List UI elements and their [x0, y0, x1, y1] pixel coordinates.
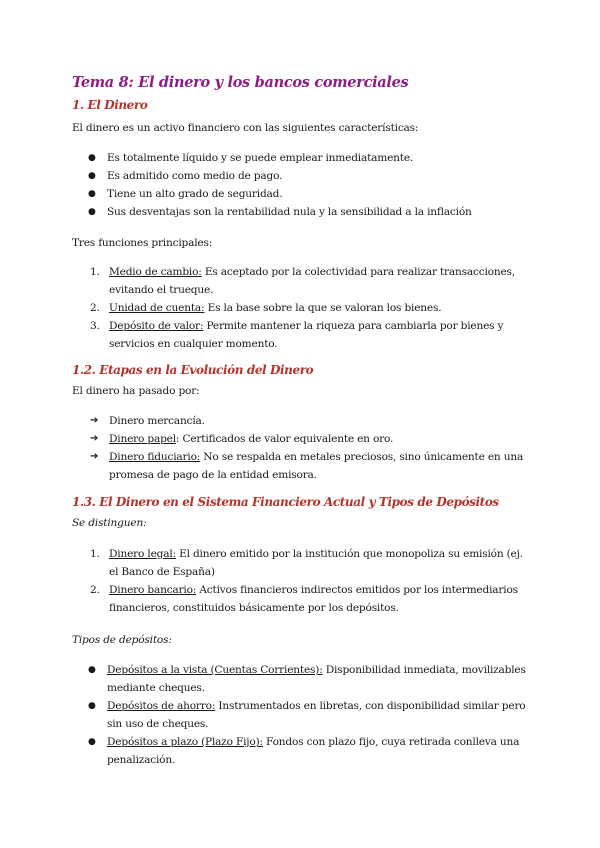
- bullet-icon: ●: [88, 189, 96, 199]
- section-heading-sistema: 1.3. El Dinero en el Sistema Financiero Actual y Tipos de Depósitos: [72, 495, 499, 509]
- term: Depósitos de ahorro:: [107, 700, 216, 712]
- bullet-icon: ●: [88, 737, 96, 747]
- term: Dinero papel: [109, 433, 176, 445]
- list-item: ● Depósitos a plazo (Plazo Fijo): Fondos con plazo fijo, cuya retirada conlleva una penalización.: [72, 733, 532, 769]
- list-item: ● Sus desventajas son la rentabilidad nula y la sensibilidad a la inflación: [72, 203, 532, 221]
- term: Dinero fiduciario:: [109, 451, 201, 463]
- list-item: ● Depósitos a la vista (Cuentas Corrientes): Disponibilidad inmediata, movilizables mediante cheques.: [72, 661, 532, 697]
- list-item: ➔ Dinero papel: Certificados de valor equivalente en oro.: [72, 430, 532, 448]
- bullet-icon: ●: [88, 701, 96, 711]
- deposits-list: [72, 661, 532, 769]
- document-title: Tema 8: El dinero y los bancos comerciales: [72, 74, 409, 91]
- term: Unidad de cuenta:: [109, 302, 205, 314]
- list-item: ● Tiene un alto grado de seguridad.: [72, 185, 532, 203]
- list-item: 1. Dinero legal: El dinero emitido por la institución que monopoliza su emisión (ej. el Banco de España): [90, 548, 523, 578]
- section-heading-dinero: 1. El Dinero: [72, 98, 148, 112]
- paragraph-functions-intro: Tres funciones principales:: [72, 237, 213, 249]
- paragraph-etapas-intro: El dinero ha pasado por:: [72, 385, 200, 397]
- document-page: [72, 70, 532, 769]
- list-item: 1. Medio de cambio: Es aceptado por la colectividad para realizar transacciones, evitando el trueque.: [90, 266, 515, 296]
- term: Depósito de valor:: [109, 320, 204, 332]
- arrow-right-icon: ➔: [90, 451, 99, 462]
- bullet-icon: ●: [88, 665, 96, 675]
- list-item: ➔ Dinero mercancía.: [72, 412, 532, 430]
- paragraph-intro: El dinero es un activo financiero con las siguientes características:: [72, 122, 419, 134]
- paragraph-distinguen: Se distinguen:: [72, 517, 147, 529]
- list-item: ➔ Dinero fiduciario: No se respalda en metales preciosos, sino únicamente en una promesa de pago de la entidad emisora.: [72, 448, 532, 484]
- list-item: ● Depósitos de ahorro: Instrumentados en libretas, con disponibilidad similar pero sin uso de cheques.: [72, 697, 532, 733]
- paragraph-deposits-intro: Tipos de depósitos:: [72, 634, 172, 646]
- bullet-icon: ●: [88, 171, 96, 181]
- list-item: ● Es totalmente líquido y se puede emplear inmediatamente.: [72, 149, 532, 167]
- characteristics-list: [72, 149, 532, 221]
- money-types-list: [72, 545, 532, 617]
- list-item: ● Es admitido como medio de pago.: [72, 167, 532, 185]
- bullet-icon: ●: [88, 153, 96, 163]
- list-item: 2. Dinero bancario: Activos financieros indirectos emitidos por los intermediarios financieros, constituidos básicamente por los depósitos.: [90, 584, 518, 614]
- term: Dinero legal:: [109, 548, 176, 560]
- etapas-list: [72, 412, 532, 484]
- section-heading-etapas: 1.2. Etapas en la Evolución del Dinero: [72, 363, 314, 377]
- term: Dinero bancario:: [109, 584, 197, 596]
- bullet-icon: ●: [88, 207, 96, 217]
- term: Depósitos a plazo (Plazo Fijo):: [107, 736, 263, 748]
- functions-list: [72, 263, 532, 353]
- arrow-right-icon: ➔: [90, 415, 99, 426]
- term: Medio de cambio:: [109, 266, 202, 278]
- list-item: 3. Depósito de valor: Permite mantener la riqueza para cambiarla por bienes y servicios en cualquier momento.: [90, 320, 504, 350]
- list-item: 2. Unidad de cuenta: Es la base sobre la que se valoran los bienes.: [90, 302, 442, 314]
- term: Depósitos a la vista (Cuentas Corrientes):: [107, 664, 323, 676]
- arrow-right-icon: ➔: [90, 433, 99, 444]
